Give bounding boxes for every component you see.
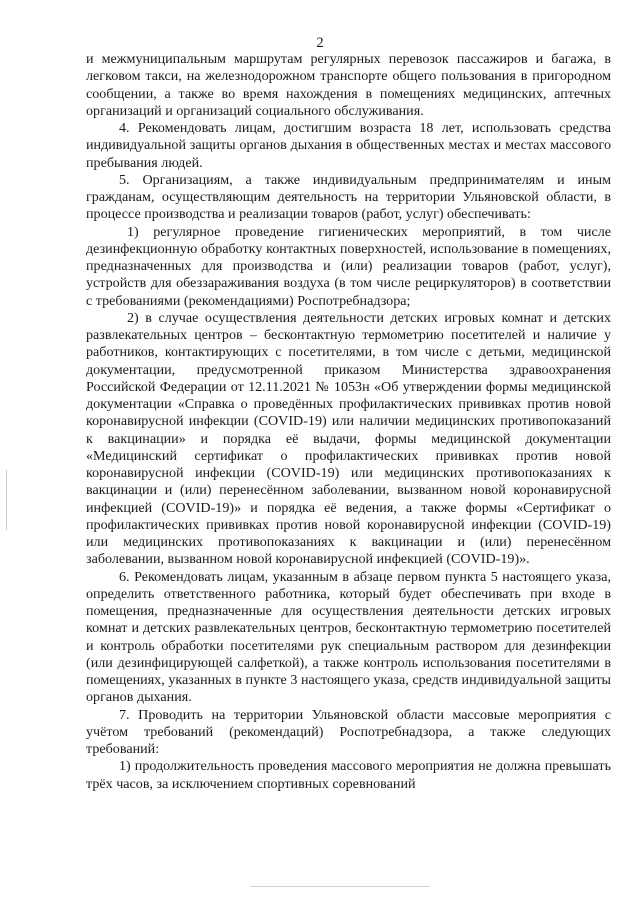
page-number: 2 xyxy=(316,35,324,51)
document-body xyxy=(86,51,611,793)
paragraph-item-7: 7. Проводить на территории Ульяновской области массовые мероприятия с учётом требований (рекомендаций) Роспотребнадзора, а также следующих требований: xyxy=(86,706,611,757)
scan-artifact-dots xyxy=(250,886,430,887)
paragraph-item-5-2: 2) в случае осуществления деятельности детских игровых комнат и детских развлекательных центров – бесконтактную термометрию посетителей и наличие у работников, контактирующих с посетителями, в том числе с детьми, медицинской документации, предусмотренной приказом Министерства здравоохранения Российской Федерации от 12.11.2021 № 1053н «Об утверждении формы медицинской документации «Справка о проведённых профилактических прививках против новой коронавирусной инфекции (COVID-19) или наличии медицинских противопоказаний к вакцинации» и порядка её выдачи, формы медицинской документации «Медицинский сертификат о профилактических прививках против новой коронавирусной инфекции (COVID-19) или медицинских противопоказаниях к вакцинации и (или) перенесённом заболевании, вызванном новой коронавирусной инфекцией (COVID-19)» и порядка её ведения, а также формы «Сертификат о профилактических прививках против новой коронавирусной инфекции (COVID-19) или медицинских противопоказаниях к вакцинации и (или) перенесённом заболевании, вызванном новой коронавирусной инфекцией (COVID-19)». xyxy=(86,309,611,568)
scan-artifact-line xyxy=(6,470,7,530)
paragraph-item-5: 5. Организациям, а также индивидуальным предпринимателям и иным гражданам, осуществляющим деятельность на территории Ульяновской области, в процессе производства и реализации товаров (работ, услуг) обеспечивать: xyxy=(86,171,611,223)
paragraph-item-5-1: 1) регулярное проведение гигиенических мероприятий, в том числе дезинфекционную обработку контактных поверхностей, использование в помещениях, предназначенных для производства и (или) реализации товаров (работ, услуг), устройств для обеззараживания воздуха (в том числе рециркуляторов) в соответствии с требованиями (рекомендациями) Роспотребнадзора; xyxy=(86,223,611,309)
paragraph-item-4: 4. Рекомендовать лицам, достигшим возраста 18 лет, использовать средства индивидуальной защиты органов дыхания в общественных местах и местах массового пребывания людей. xyxy=(86,120,611,171)
paragraph-continuation: и межмуниципальным маршрутам регулярных перевозок пассажиров и багажа, в легковом такси, на железнодорожном транспорте общего пользования в пригородном сообщении, а также во время нахождения в помещениях медицинских, аптечных организаций и организаций социального обслуживания. xyxy=(86,51,611,119)
paragraph-item-7-1: 1) продолжительность проведения массового мероприятия не должна превышать трёх часов, за исключением спортивных соревнований xyxy=(86,758,611,792)
paragraph-item-6: 6. Рекомендовать лицам, указанным в абзаце первом пункта 5 настоящего указа, определить ответственного работника, который будет обеспечивать при входе в помещения, предназначенные для осуществления деятельности детских игровых комнат и детских развлекательных центров, бесконтактную термометрию посетителей и контроль обработки посетителями рук специальным раствором для дезинфекции (или дезинфицирующей салфеткой), а также контроль использования посетителями в помещениях, указанных в пункте 3 настоящего указа, средств индивидуальной защиты органов дыхания. xyxy=(86,568,611,706)
